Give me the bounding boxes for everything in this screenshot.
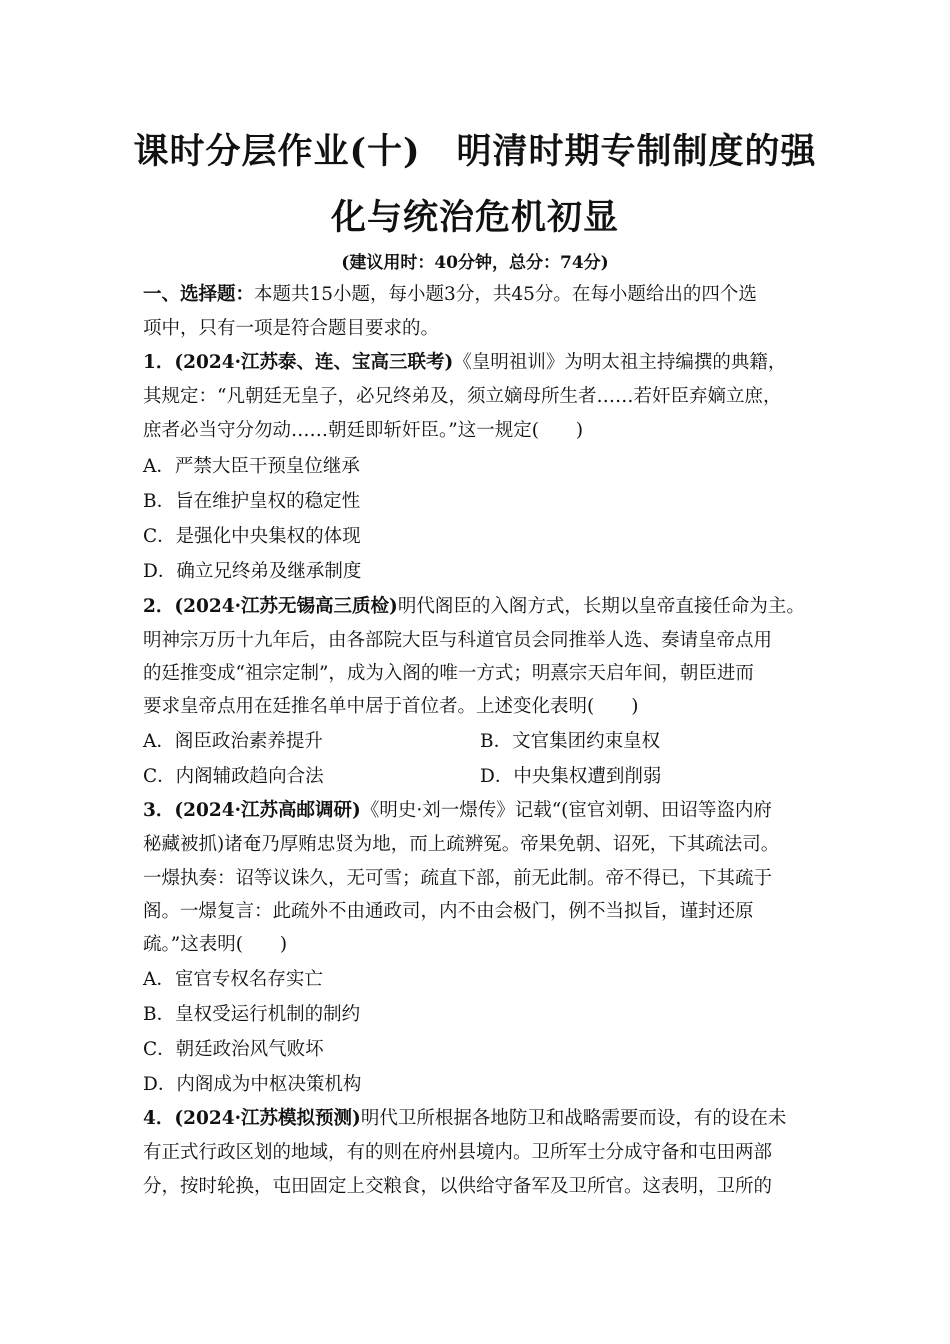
question-3-line-5: 疏。”这表明( ) — [143, 934, 288, 955]
question-3-option-b: B．皇权受运行机制的制约 — [143, 1004, 361, 1025]
question-4-text: 明代卫所根据各地防卫和战略需要而设，有的设在未 — [360, 1108, 787, 1129]
question-2-option-c: C．内阁辅政趋向合法 — [143, 766, 324, 787]
question-3-line-3: 一燝执奏：诏等议诛久，无可雪；疏直下部，前无此制。帝不得已，下其疏于 — [143, 868, 773, 889]
question-2-line-2: 明神宗万历十九年后，由各部院大臣与科道官员会同推举人选、奏请皇帝点用 — [143, 630, 773, 651]
question-3-option-d: D．内阁成为中枢决策机构 — [143, 1074, 362, 1095]
question-4-line-1 — [143, 1106, 786, 1132]
question-2-line-3: 的廷推变成“祖宗定制”，成为入阁的唯一方式；明熹宗天启年间，朝臣进而 — [143, 663, 754, 684]
question-1-source: 1．(2024·江苏泰、连、宝高三联考) — [143, 352, 454, 373]
page-title-line-2: 化与统治危机初显 — [330, 197, 619, 238]
question-3-option-c: C．朝廷政治风气败坏 — [143, 1039, 324, 1060]
question-2-option-d: D．中央集权遭到削弱 — [480, 766, 662, 787]
question-1-option-c: C．是强化中央集权的体现 — [143, 526, 361, 547]
question-1-option-b: B．旨在维护皇权的稳定性 — [143, 491, 361, 512]
question-2-option-a: A．阁臣政治素养提升 — [143, 731, 323, 752]
question-1-line-2: 其规定：“凡朝廷无皇子，必兄终弟及，须立嫡母所生者……若奸臣弃嫡立庶， — [143, 386, 782, 407]
question-3-line-2: 秘藏被抓)诸奄乃厚贿忠贤为地，而上疏辨冤。帝果免朝、诏死，下其疏法司。 — [143, 834, 780, 855]
question-1-text: 《皇明祖训》为明太祖主持编撰的典籍， — [453, 352, 787, 373]
question-2-option-b: B．文官集团约束皇权 — [480, 731, 661, 752]
section-intro — [143, 282, 757, 308]
question-3-source: 3．(2024·江苏高邮调研) — [143, 800, 361, 821]
section-intro-text: 本题共15小题，每小题3分，共45分。在每小题给出的四个选 — [254, 284, 757, 305]
question-2-line-4: 要求皇帝点用在廷推名单中居于首位者。上述变化表明( ) — [143, 696, 639, 717]
question-1-option-d: D．确立兄终弟及继承制度 — [143, 561, 362, 582]
question-3-line-4: 阁。一燝复言：此疏外不由通政司，内不由会极门，例不当拟旨，谨封还原 — [143, 901, 754, 922]
question-3-text: 《明史·刘一燝传》记载“(宦官刘朝、田诏等盗内府 — [360, 800, 772, 821]
time-note: (建议用时：40分钟，总分：74分) — [341, 253, 609, 273]
question-1-line-3: 庶者必当守分勿动……朝廷即斩奸臣。”这一规定( ) — [143, 420, 584, 441]
question-2-line-1 — [143, 594, 805, 620]
question-3-line-1 — [143, 798, 772, 824]
question-4-line-3: 分，按时轮换，屯田固定上交粮食，以供给守备军及卫所官。这表明，卫所的 — [143, 1176, 773, 1197]
question-1-line-1 — [143, 350, 786, 376]
section-intro-line-2: 项中，只有一项是符合题目要求的。 — [143, 318, 440, 339]
question-2-text: 明代阁臣的入阁方式，长期以皇帝直接任命为主。 — [397, 596, 805, 617]
question-1-option-a: A．严禁大臣干预皇位继承 — [143, 456, 360, 477]
section-heading: 一、选择题： — [143, 284, 255, 305]
question-4-source: 4．(2024·江苏模拟预测) — [143, 1108, 361, 1129]
question-3-option-a: A．宦官专权名存实亡 — [143, 969, 323, 990]
question-2-source: 2．(2024·江苏无锡高三质检) — [143, 596, 398, 617]
page-title-line-1: 课时分层作业(十) 明清时期专制制度的强 — [133, 131, 817, 172]
question-4-line-2: 有正式行政区划的地域，有的则在府州县境内。卫所军士分成守备和屯田两部 — [143, 1142, 773, 1163]
